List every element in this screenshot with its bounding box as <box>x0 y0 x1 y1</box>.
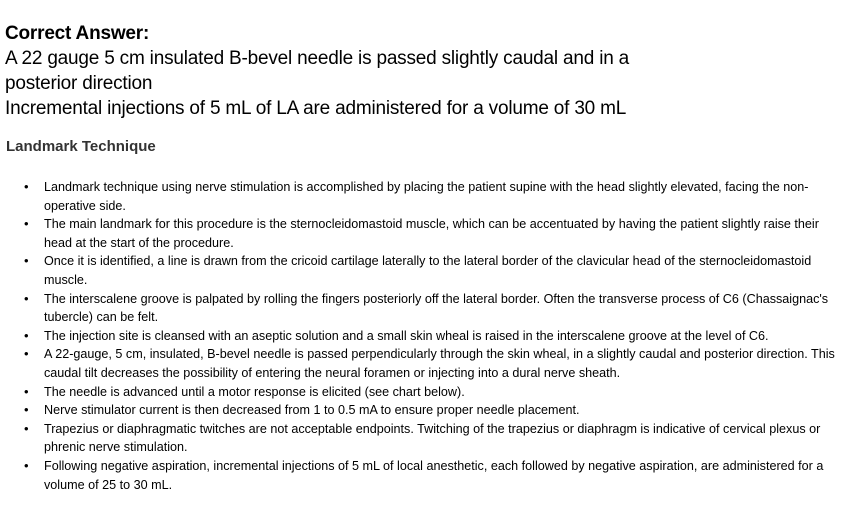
bullet-item: • Nerve stimulator current is then decreased from 1 to 0.5 mA to ensure proper needle placement. <box>24 401 844 420</box>
correct-answer-line: Incremental injections of 5 mL of LA are administered for a volume of 30 mL <box>5 98 627 119</box>
bullet-item: • The injection site is cleansed with an aseptic solution and a small skin wheal is raised in the interscalene groove at the level of C6. <box>24 327 844 346</box>
bullet-item: • Once it is identified, a line is drawn from the cricoid cartilage laterally to the lateral border of the clavicular head of the sternocleidomastoid muscle. <box>24 252 844 289</box>
bullet-item: • A 22-gauge, 5 cm, insulated, B-bevel needle is passed perpendicularly through the skin wheal, in a slightly caudal and posterior direction. This caudal tilt decreases the possibility of entering the neural foramen or injecting into a dural nerve sheath. <box>24 345 844 382</box>
correct-answer-heading: Correct Answer: <box>5 23 150 44</box>
technique-bullet-list <box>24 178 844 494</box>
correct-answer-block <box>5 22 845 121</box>
bullet-item: • Trapezius or diaphragmatic twitches are not acceptable endpoints. Twitching of the trapezius or diaphragm is indicative of cervical plexus or phrenic nerve stimulation. <box>24 420 844 457</box>
bullet-item: • Following negative aspiration, incremental injections of 5 mL of local anesthetic, each followed by negative aspiration, are administered for a volume of 25 to 30 mL. <box>24 457 844 494</box>
bullet-item: • The main landmark for this procedure is the sternocleidomastoid muscle, which can be accentuated by having the patient slightly raise their head at the start of the procedure. <box>24 215 844 252</box>
correct-answer-line: posterior direction <box>5 73 153 94</box>
bullet-item: • Landmark technique using nerve stimulation is accomplished by placing the patient supine with the head slightly elevated, facing the non-operative side. <box>24 178 844 215</box>
correct-answer-line: A 22 gauge 5 cm insulated B-bevel needle is passed slightly caudal and in a <box>5 48 630 69</box>
bullet-item: • The needle is advanced until a motor response is elicited (see chart below). <box>24 383 844 402</box>
bullet-item: • The interscalene groove is palpated by rolling the fingers posteriorly off the lateral border. Often the transverse process of C6 (Chassaignac's tubercle) can be felt. <box>24 290 844 327</box>
section-heading-landmark-technique: Landmark Technique <box>6 138 156 155</box>
